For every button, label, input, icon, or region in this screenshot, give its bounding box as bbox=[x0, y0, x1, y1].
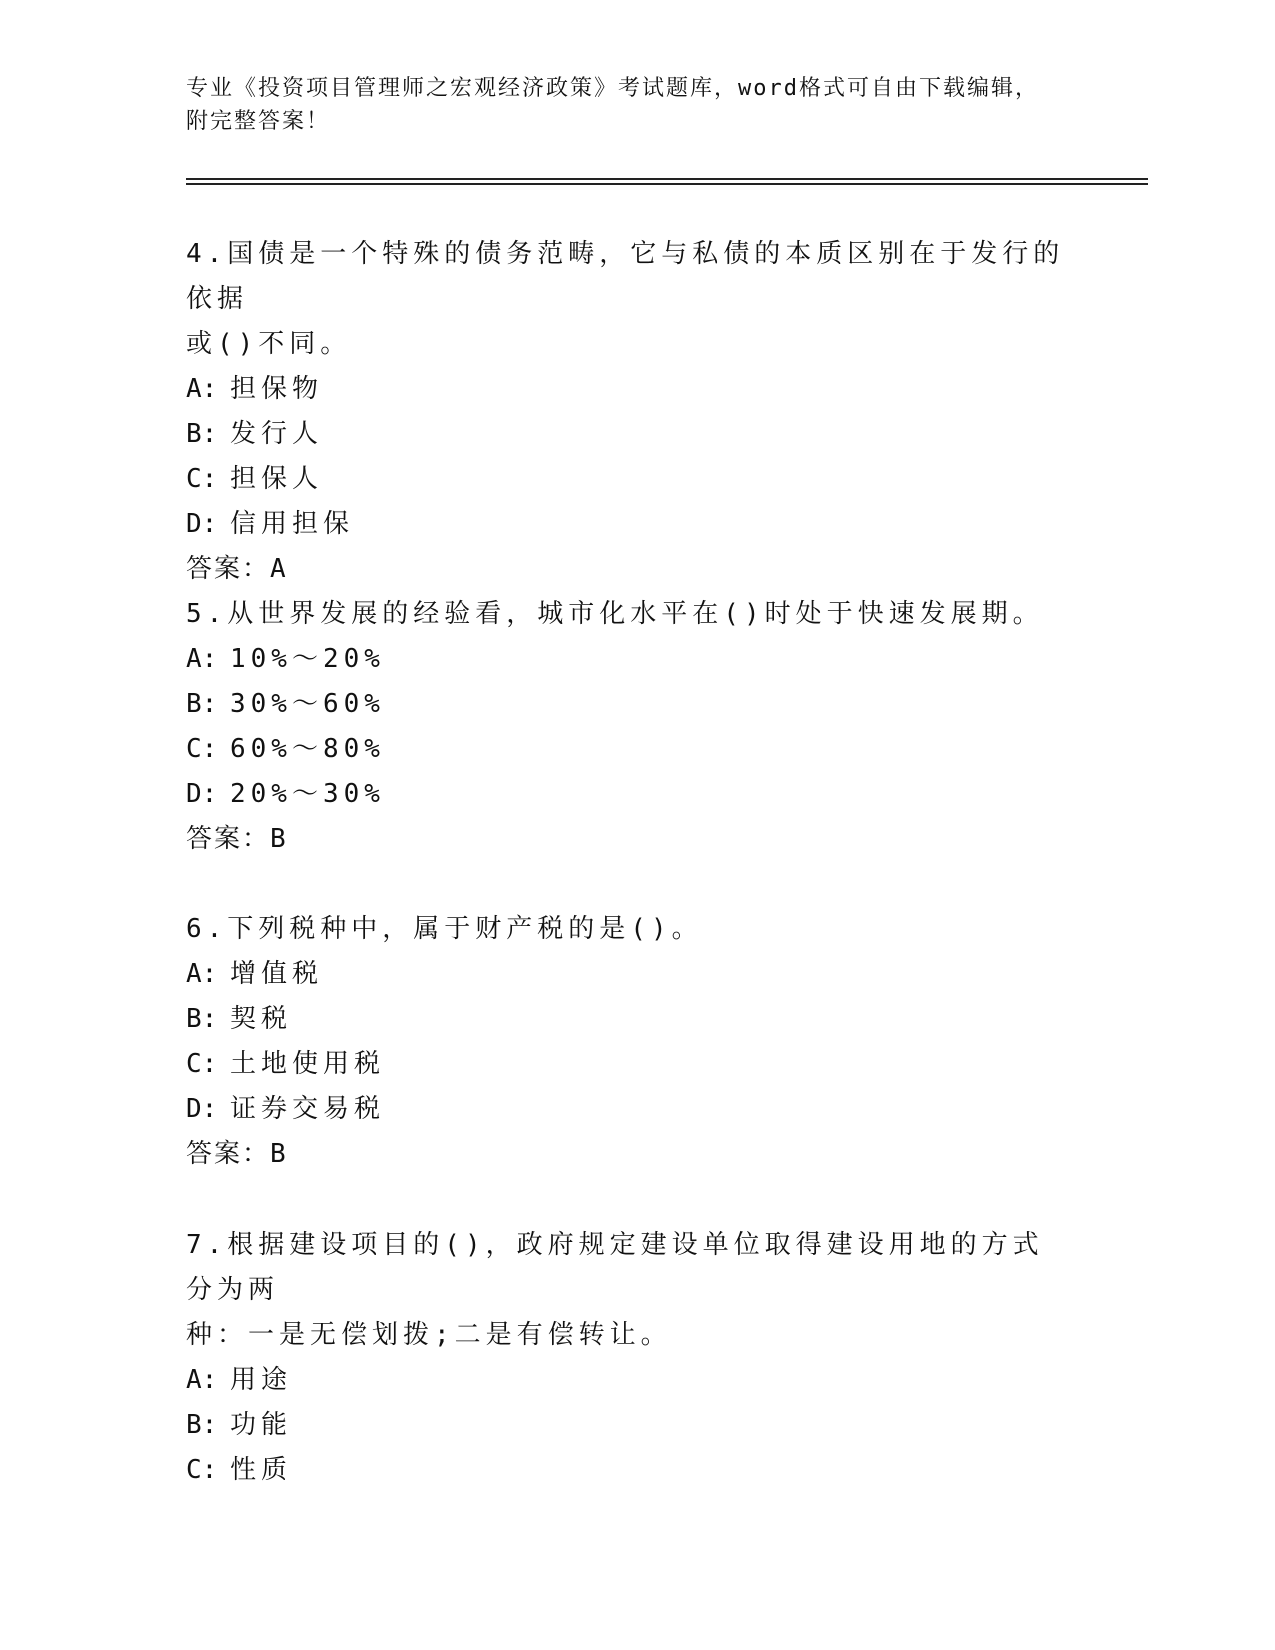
option-b bbox=[186, 997, 1066, 1042]
question-5 bbox=[186, 592, 1066, 862]
answer-label: 答案： bbox=[186, 554, 271, 584]
option-text: 用途 bbox=[230, 1365, 293, 1395]
answer-value: A bbox=[270, 554, 288, 584]
option-key: A: bbox=[186, 644, 218, 674]
option-text: 土地使用税 bbox=[230, 1049, 386, 1079]
question-6 bbox=[186, 907, 1066, 1177]
option-a bbox=[186, 367, 1066, 412]
option-c bbox=[186, 1042, 1066, 1087]
option-key: C: bbox=[186, 1049, 218, 1079]
question-stem-line: 种：一是无偿划拨;二是有偿转让。 bbox=[186, 1320, 672, 1350]
option-text: 信用担保 bbox=[230, 509, 355, 539]
option-a bbox=[186, 952, 1066, 997]
question-stem-line: 7.根据建设项目的()，政府规定建设单位取得建设用地的方式分为两 bbox=[186, 1230, 1044, 1305]
option-a bbox=[186, 1358, 1066, 1403]
option-key: B: bbox=[186, 1410, 218, 1440]
header-divider-bottom bbox=[186, 183, 1148, 185]
option-d bbox=[186, 502, 1066, 547]
option-key: B: bbox=[186, 419, 218, 449]
option-b bbox=[186, 682, 1066, 727]
option-key: A: bbox=[186, 1365, 218, 1395]
option-text: 担保人 bbox=[230, 464, 324, 494]
option-text: 10%～20% bbox=[230, 644, 385, 674]
option-key: D: bbox=[186, 779, 218, 809]
option-text: 契税 bbox=[230, 1004, 293, 1034]
option-key: C: bbox=[186, 464, 218, 494]
option-key: B: bbox=[186, 689, 218, 719]
option-key: D: bbox=[186, 1094, 218, 1124]
question-stem-line: 4.国债是一个特殊的债务范畴，它与私债的本质区别在于发行的依据 bbox=[186, 239, 1065, 314]
option-text: 增值税 bbox=[230, 959, 324, 989]
option-key: C: bbox=[186, 734, 218, 764]
question-7 bbox=[186, 1223, 1066, 1493]
option-text: 功能 bbox=[230, 1410, 293, 1440]
answer-value: B bbox=[270, 824, 288, 854]
option-text: 担保物 bbox=[230, 374, 324, 404]
option-key: D: bbox=[186, 509, 218, 539]
option-b bbox=[186, 412, 1066, 457]
option-a bbox=[186, 637, 1066, 682]
answer-line bbox=[186, 547, 1066, 592]
answer-label: 答案： bbox=[186, 1139, 271, 1169]
option-text: 30%～60% bbox=[230, 689, 385, 719]
answer-label: 答案： bbox=[186, 824, 271, 854]
option-d bbox=[186, 772, 1066, 817]
answer-line bbox=[186, 1132, 1066, 1177]
question-4 bbox=[186, 232, 1066, 592]
option-key: C: bbox=[186, 1455, 218, 1485]
answer-line bbox=[186, 817, 1066, 862]
option-text: 20%～30% bbox=[230, 779, 385, 809]
question-stem-line: 或()不同。 bbox=[186, 329, 352, 359]
option-c bbox=[186, 457, 1066, 502]
option-key: B: bbox=[186, 1004, 218, 1034]
answer-value: B bbox=[270, 1139, 288, 1169]
header-divider-top bbox=[186, 178, 1148, 180]
option-key: A: bbox=[186, 374, 218, 404]
option-text: 60%～80% bbox=[230, 734, 385, 764]
option-c bbox=[186, 727, 1066, 772]
option-c bbox=[186, 1448, 1066, 1493]
option-text: 性质 bbox=[230, 1455, 293, 1485]
question-stem-line: 5.从世界发展的经验看，城市化水平在()时处于快速发展期。 bbox=[186, 599, 1044, 629]
header-line-1: 专业《投资项目管理师之宏观经济政策》考试题库，word格式可自由下载编辑， bbox=[186, 76, 1039, 101]
option-text: 证券交易税 bbox=[230, 1094, 386, 1124]
document-header bbox=[186, 72, 1066, 138]
question-stem-line: 6.下列税种中，属于财产税的是()。 bbox=[186, 914, 703, 944]
option-key: A: bbox=[186, 959, 218, 989]
option-b bbox=[186, 1403, 1066, 1448]
option-d bbox=[186, 1087, 1066, 1132]
option-text: 发行人 bbox=[230, 419, 324, 449]
header-line-2: 附完整答案！ bbox=[186, 109, 331, 134]
